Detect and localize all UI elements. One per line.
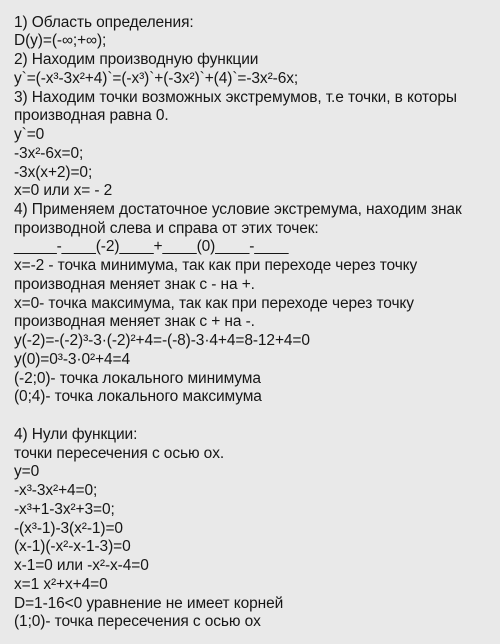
text-line: x=1 x²+x+4=0 xyxy=(14,576,108,593)
text-line: -3x(x+2)=0; xyxy=(14,164,93,181)
text-line: 3) Находим точки возможных экстремумов, т.е точки, в которы xyxy=(14,89,457,106)
text-line: (x-1)(-x²-x-1-3)=0 xyxy=(14,538,131,555)
text-line: -(x³-1)-3(x²-1)=0 xyxy=(14,520,123,537)
text-line: производная меняет знак с - на +. xyxy=(14,276,255,293)
text-line: производная меняет знак с + на -. xyxy=(14,313,255,330)
text-line: y(0)=0³-3·0²+4=4 xyxy=(14,351,130,368)
sign-chart-line: _____-____(-2)____+____(0)____-____ xyxy=(14,238,289,255)
text-line: 4) Применяем достаточное условие экстремума, находим знак xyxy=(14,201,462,218)
text-line: -3x²-6x=0; xyxy=(14,145,84,162)
text-line: y`=(-x³-3x²+4)`=(-x³)`+(-3x²)`+(4)`=-3x²-6x; xyxy=(14,70,299,87)
text-line: 1) Область определения: xyxy=(14,14,194,31)
text-line: -x³-3x²+4=0; xyxy=(14,482,98,499)
text-line: (0;4)- точка локального максимума xyxy=(14,388,262,405)
text-line: y`=0 xyxy=(14,126,45,143)
text-line: D=1-16<0 уравнение не имеет корней xyxy=(14,595,284,612)
text-line: точки пересечения с осью ox. xyxy=(14,445,225,462)
text-line: 2) Находим производную функции xyxy=(14,51,259,68)
text-line: x=0 или x= - 2 xyxy=(14,182,113,199)
text-line: 4) Нули функции: xyxy=(14,426,138,443)
text-line: (-2;0)- точка локального минимума xyxy=(14,370,261,387)
text-line: D(y)=(-∞;+∞); xyxy=(14,32,107,49)
text-line: (1;0)- точка пересечения с осью ox xyxy=(14,613,261,630)
text-line: -x³+1-3x²+3=0; xyxy=(14,501,115,518)
text-line: x=-2 - точка минимума, так как при переходе через точку xyxy=(14,257,418,274)
text-line: производной слева и справа от этих точек: xyxy=(14,220,319,237)
text-line: производная равна 0. xyxy=(14,107,169,124)
text-line: y=0 xyxy=(14,463,40,480)
text-line: y(-2)=-(-2)³-3·(-2)²+4=-(-8)-3·4+4=8-12+4=0 xyxy=(14,332,310,349)
text-line: x=0- точка максимума, так как при переходе через точку xyxy=(14,295,414,312)
text-line: x-1=0 или -x²-x-4=0 xyxy=(14,557,149,574)
